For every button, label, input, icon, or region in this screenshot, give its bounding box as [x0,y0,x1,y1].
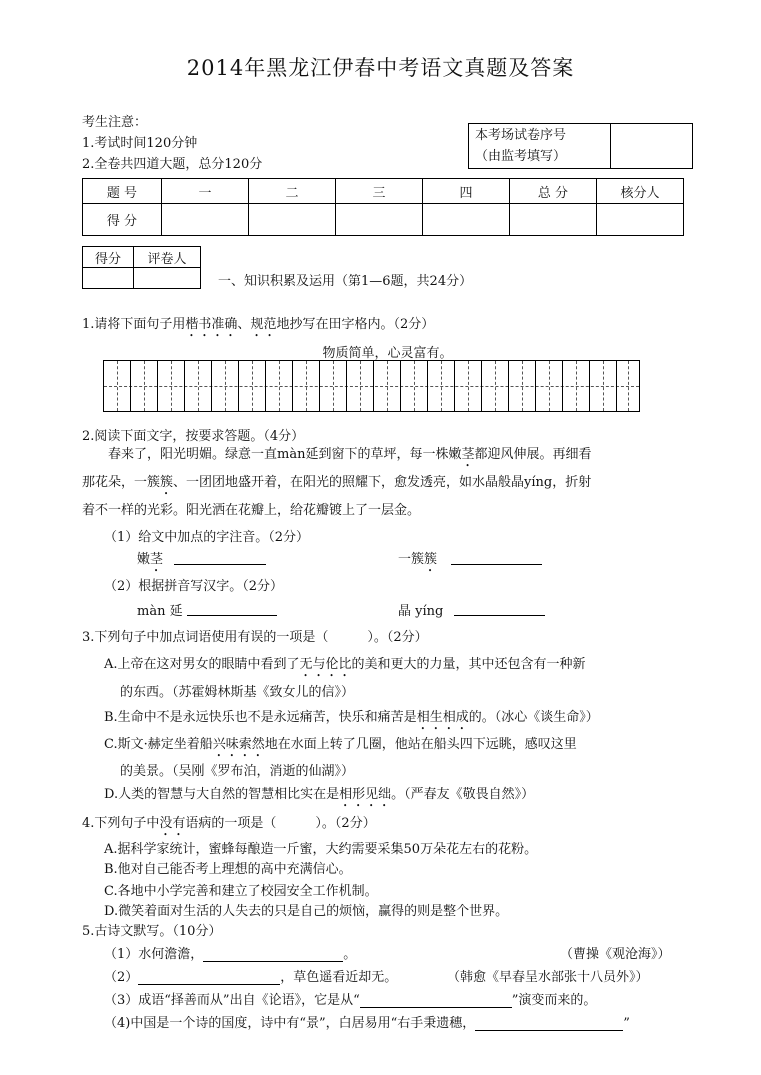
q4-option-c: C.各地中小学完善和建立了校园安全工作机制。 [104,884,378,899]
page-title: 2014年黑龙江伊春中考语文真题及答案 [186,56,575,80]
score-header-cell: 二 [249,179,336,204]
notice-item-time: 1.考试时间120分钟 [82,136,198,151]
grid-dash [549,361,550,411]
q3-text: A.上帝在这对男女的眼睛中看到了 [104,657,300,672]
grid-line [238,361,239,411]
q3-text: D.人类的智慧与大自然的智慧相比实在是 [104,787,340,802]
grader-name-input[interactable] [134,268,201,289]
q3-option-a [104,653,586,680]
q1-stem [82,313,434,340]
grader-score-input[interactable] [83,268,134,289]
grid-line [346,361,347,411]
seq-number-box [468,123,693,169]
q5-text: （1）水何澹澹， [104,947,204,962]
grid-line [265,361,266,411]
grid-line [535,361,536,411]
grid-dash [414,361,415,411]
seq-number-label [469,124,611,169]
exam-notice [82,112,262,175]
grid-dash [279,361,280,411]
q5-line1-source: （曹操《观沧海》） [560,947,671,962]
q5-text: 。 [343,947,357,962]
score-input-cell[interactable] [249,204,336,236]
q1-text: 1.请将下面句子用 [82,317,186,332]
q3-option-b [104,706,599,733]
q2-dotted-char: 茎 [461,447,475,462]
seq-label-line2: （由监考填写） [475,149,567,164]
q2-text: 春来了，阳光明媚。绿意一直màn延到窗下的草坪，每一株嫩 [108,447,462,462]
grid-dash [495,361,496,411]
q5-blank-3[interactable] [360,994,512,1008]
score-header-cell: 总 分 [510,179,597,204]
q2-sub1-b [398,548,437,575]
grid-line [400,361,401,411]
q1-sentence: 物质简单，心灵富有。 [322,346,453,361]
q5-text: ” [623,1016,630,1031]
q2-text: 、一团团地盛开着，在阳光的照耀下，愈发透亮，如水晶般晶yíng，折射 [173,475,592,490]
grid-dash [171,361,172,411]
grid-line [157,361,158,411]
q3-dotted-word: 兴味索然 [212,737,265,752]
section-1-title: 一、知识积累及运用（第1—6题，共24分） [218,274,473,289]
q2-stem: 2.阅读下面文字，按要求答题。（4分） [82,429,305,444]
grid-line [373,361,374,411]
q1-text: 地抄写在田字格内。（2分） [276,317,435,332]
q5-line3 [104,989,596,1008]
grid-line [481,361,482,411]
q2-sub1-b-blank[interactable] [451,551,542,565]
q2-text: 都迎风伸展。再细看 [474,447,592,462]
q5-line4 [104,1012,630,1031]
score-input-cell[interactable] [597,204,684,236]
q3-option-c-cont: 的美景。（吴刚《罗布泊，消逝的仙湖》） [120,764,355,779]
grid-line [292,361,293,411]
q3-option-c [104,733,577,760]
q2-text: 那花朵，一簇 [82,475,161,490]
seq-label-line1: 本考场试卷序号 [475,128,567,143]
grid-dash [117,361,118,411]
q5-line2-source: （韩愈《早春呈水部张十八员外》） [447,970,649,985]
q2-dotted-char: 茎 [150,552,164,567]
score-row-label: 得 分 [83,204,162,236]
notice-heading: 考生注意： [82,115,148,130]
grid-dash [603,361,604,411]
grid-dash [333,361,334,411]
score-header-cell: 三 [336,179,423,204]
grid-dash [252,361,253,411]
q2-sub2-a: màn 延 [137,604,183,619]
q4-option-a: A.据科学家统计，蜜蜂每酿造一斤蜜，大约需要采集50万朵花左右的花粉。 [104,842,538,857]
q2-sub1: （1）给文中加点的字注音。（2分） [104,530,310,545]
q2-sub2-a-blank[interactable] [187,602,277,616]
q1-dotted-text: 规范 [250,317,277,332]
seq-number-input[interactable] [611,124,693,169]
q3-option-a-cont: 的东西。（苏霍姆林斯基《致女儿的信》） [120,685,355,700]
grid-line [427,361,428,411]
grid-line [454,361,455,411]
q3-dotted-word: 相生相成 [416,710,469,725]
q2-passage-line2 [82,469,682,498]
q5-blank-1[interactable] [203,948,343,962]
q2-passage-line1 [82,441,682,470]
grid-line [508,361,509,411]
q5-blank-2[interactable] [138,971,280,985]
q5-text: （4)中国是一个诗的国度，诗中有“景”，白居易用“右手秉遗穗， [104,1016,476,1031]
q2-dotted-char: 簇 [424,552,438,567]
q3-option-d [104,783,534,810]
q5-line1 [104,943,356,962]
score-input-cell[interactable] [423,204,510,236]
q5-text: （3）成语“择善而从”出自《论语》，它是从“ [104,993,360,1008]
q4-text: 语病的一项是（ ）。（2分） [185,816,376,831]
q4-option-d: D.微笑着面对生活的人失去的只是自己的烦恼，赢得的则是整个世界。 [104,904,509,919]
q2-dotted-char: 簇 [160,475,174,490]
grid-line [616,361,617,411]
score-header-cell: 一 [162,179,249,204]
q1-dotted-text: 楷书准确 [185,317,238,332]
grid-line [589,361,590,411]
q3-text: 地在水面上转了几圈，他站在船头四下远眺，感叹这里 [264,737,577,752]
grader-table [82,246,201,289]
score-header-cell: 题 号 [83,179,162,204]
q5-text: ，草色遥看近却无。 [280,970,398,985]
score-input-cell[interactable] [162,204,249,236]
notice-item-score: 2.全卷共四道大题，总分120分 [82,157,263,172]
q3-text: 。（严春友《敬畏自然》） [391,787,535,802]
tianzige-grid[interactable] [103,360,640,412]
q3-text: B.生命中不是永远快乐也不是永远痛苦，快乐和痛苦是 [104,710,417,725]
q4-option-b: B.他对自己能否考上理想的高中充满信心。 [104,862,352,877]
score-header-cell: 四 [423,179,510,204]
q5-blank-4[interactable] [475,1017,623,1031]
q3-text: 的。（冰心《谈生命》） [468,710,599,725]
q1-text: 、 [237,317,251,332]
q3-dotted-word: 相形见绌 [339,787,392,802]
grid-dash [468,361,469,411]
q3-text: C.斯文·赫定坐着船 [104,737,213,752]
q4-stem [82,812,376,839]
q5-text: （2） [104,970,139,985]
q4-text: 4.下列句子中 [82,816,160,831]
q5-text: ”演变而来的。 [511,993,597,1008]
grid-dash [225,361,226,411]
score-input-cell[interactable] [510,204,597,236]
grid-dash [628,361,629,411]
q3-text: 的美和更大的力量，其中还包含有一种新 [351,657,586,672]
grid-dash [522,361,523,411]
q2-sub2-b: 晶 yíng [398,604,444,619]
grid-dash [198,361,199,411]
grid-dash [360,361,361,411]
q2-sub1-a [137,548,163,575]
q4-dotted-word: 没有 [159,816,186,831]
score-header-cell: 核分人 [597,179,684,204]
q5-stem: 5.古诗文默写。（10分） [82,924,222,939]
grader-score-label: 得分 [83,247,134,268]
grid-line [184,361,185,411]
grid-line [562,361,563,411]
q5-line2 [104,966,397,985]
q3-dotted-word: 无与伦比 [299,657,352,672]
grader-name-label: 评卷人 [134,247,201,268]
q2-sub2-b-blank[interactable] [454,602,545,616]
q2-text: 嫩 [137,552,151,567]
grid-dash [144,361,145,411]
score-input-cell[interactable] [336,204,423,236]
grid-line [130,361,131,411]
q2-sub1-a-blank[interactable] [174,551,266,565]
q3-stem: 3.下列句子中加点词语使用有误的一项是（ ）。（2分） [82,630,428,645]
grid-line [319,361,320,411]
grid-line [211,361,212,411]
grid-dash [387,361,388,411]
grid-dash [441,361,442,411]
score-table [82,178,684,236]
q2-passage-line3: 着不一样的光彩。阳光洒在花瓣上，给花瓣镀上了一层金。 [82,503,421,518]
grid-dash [306,361,307,411]
q2-sub2: （2）根据拼音写汉字。（2分） [104,579,284,594]
q2-text: 一簇 [398,552,425,567]
grid-dash [576,361,577,411]
